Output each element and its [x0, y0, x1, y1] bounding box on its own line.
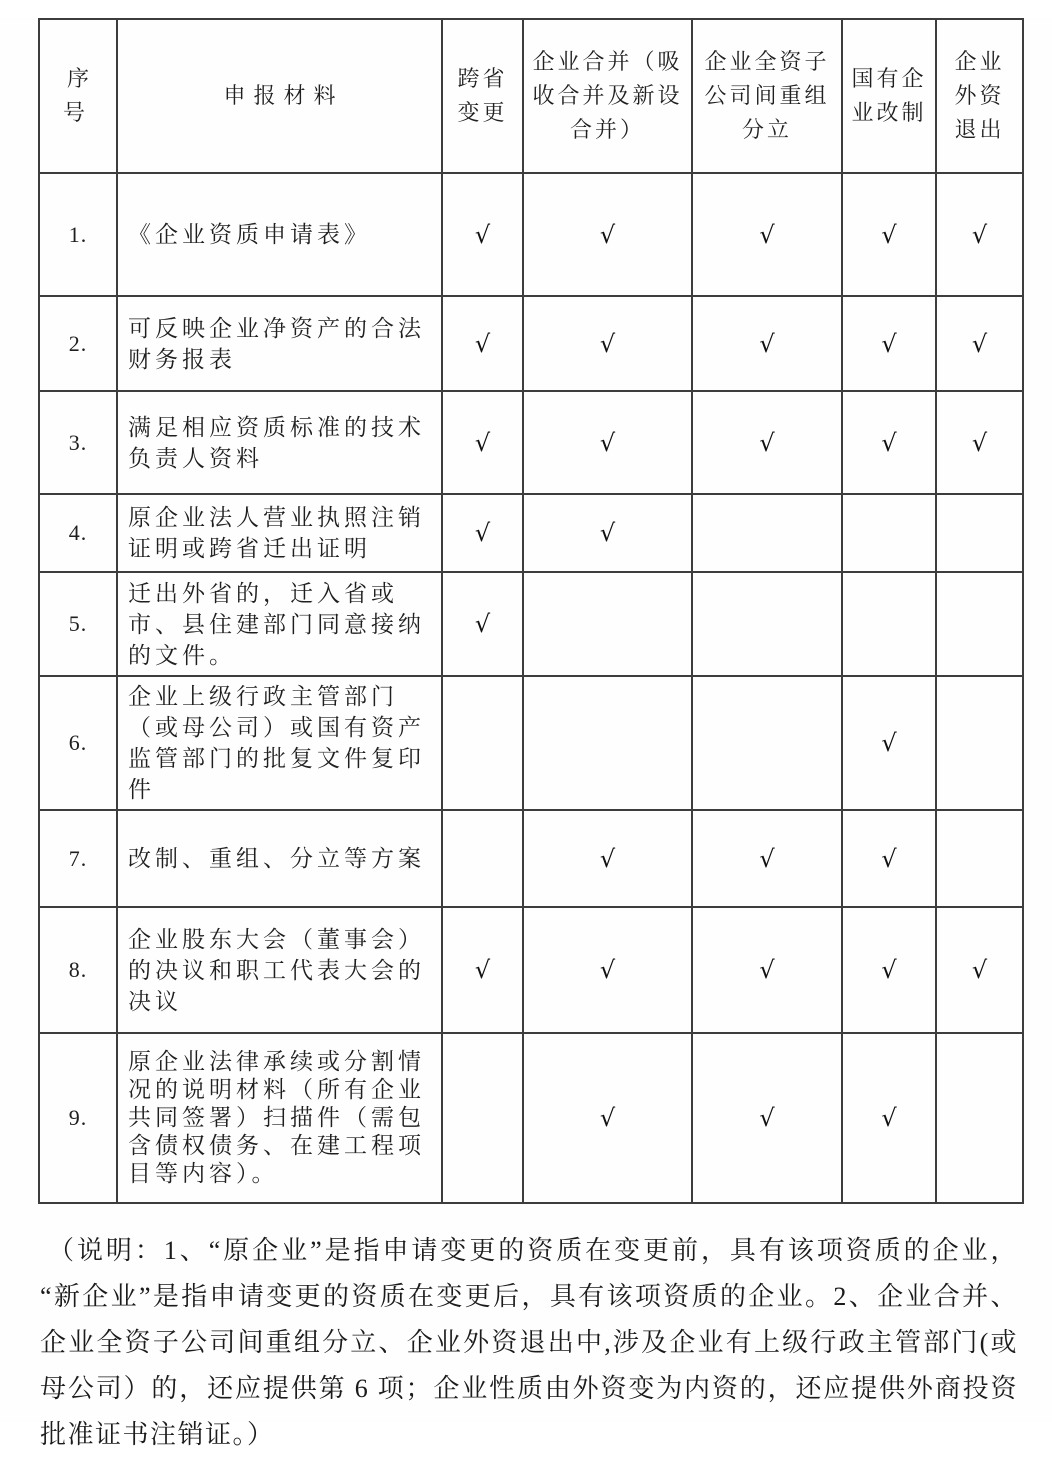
material-cell: 可反映企业净资产的合法财务报表 [117, 296, 442, 391]
check-cell [936, 676, 1023, 810]
check-cell: √ [523, 810, 692, 907]
check-cell: √ [692, 810, 842, 907]
check-cell: √ [442, 494, 523, 572]
check-cell: √ [442, 296, 523, 391]
row-number-cell: 7. [39, 810, 117, 907]
application-materials-table [38, 18, 1024, 1204]
check-cell: √ [842, 907, 936, 1033]
check-cell: √ [936, 391, 1023, 494]
check-cell: √ [692, 296, 842, 391]
check-cell [936, 1033, 1023, 1203]
check-cell: √ [523, 1033, 692, 1203]
check-cell [936, 494, 1023, 572]
row-number-cell: 2. [39, 296, 117, 391]
note-paragraph [40, 1228, 1018, 1458]
check-cell: √ [842, 676, 936, 810]
check-cell: √ [523, 494, 692, 572]
table-row [39, 391, 1023, 494]
check-cell [442, 676, 523, 810]
check-cell [692, 676, 842, 810]
check-cell [442, 810, 523, 907]
table-body [39, 173, 1023, 1203]
check-cell: √ [842, 1033, 936, 1203]
table-row [39, 494, 1023, 572]
header-cell-subsidiary-reorganization: 企业全资子公司间重组分立 [692, 19, 842, 173]
material-cell: 迁出外省的，迁入省或市、县住建部门同意接纳的文件。 [117, 572, 442, 676]
table-header-row [39, 19, 1023, 173]
check-cell: √ [692, 907, 842, 1033]
header-cell-application-materials: 申报材料 [117, 19, 442, 173]
check-cell [523, 572, 692, 676]
check-cell: √ [442, 391, 523, 494]
table-row [39, 676, 1023, 810]
header-cell-cross-province-change: 跨省变更 [442, 19, 523, 173]
check-cell: √ [442, 907, 523, 1033]
check-cell: √ [692, 391, 842, 494]
material-cell: 企业上级行政主管部门（或母公司）或国有资产监管部门的批复文件复印件 [117, 676, 442, 810]
check-cell: √ [842, 296, 936, 391]
row-number-cell: 9. [39, 1033, 117, 1203]
table-row [39, 1033, 1023, 1203]
row-number-cell: 6. [39, 676, 117, 810]
check-cell [842, 572, 936, 676]
note-line: “新企业”是指申请变更的资质在变更后，具有该项资质的企业。2、企业合并、 [40, 1282, 1018, 1311]
check-cell: √ [692, 1033, 842, 1203]
header-cell-soe-restructuring: 国有企业改制 [842, 19, 936, 173]
note-line: 批准证书注销证。） [40, 1420, 275, 1449]
row-number-cell: 1. [39, 173, 117, 296]
check-cell [936, 572, 1023, 676]
check-cell: √ [442, 173, 523, 296]
check-cell [936, 810, 1023, 907]
material-cell: 原企业法律承续或分割情况的说明材料（所有企业共同签署）扫描件（需包含债权债务、在建工程项目等内容）。 [117, 1033, 442, 1203]
check-cell: √ [842, 810, 936, 907]
check-cell: √ [523, 296, 692, 391]
note-line: （说明：1、“原企业”是指申请变更的资质在变更前，具有该项资质的企业， [48, 1236, 1018, 1265]
header-cell-enterprise-merger: 企业合并（吸收合并及新设合并） [523, 19, 692, 173]
table-row [39, 296, 1023, 391]
check-cell [692, 494, 842, 572]
check-cell: √ [936, 173, 1023, 296]
material-cell: 满足相应资质标准的技术负责人资料 [117, 391, 442, 494]
note-line: 企业全资子公司间重组分立、企业外资退出中,涉及企业有上级行政主管部门(或 [40, 1328, 1018, 1357]
check-cell [523, 676, 692, 810]
note-line: 母公司）的，还应提供第 6 项；企业性质由外资变为内资的，还应提供外商投资 [40, 1374, 1018, 1403]
table-row [39, 907, 1023, 1033]
check-cell [442, 1033, 523, 1203]
check-cell: √ [692, 173, 842, 296]
check-cell: √ [523, 907, 692, 1033]
header-cell-serial-number: 序号 [39, 19, 117, 173]
document-page [0, 18, 1052, 1449]
check-cell: √ [523, 391, 692, 494]
check-cell: √ [936, 907, 1023, 1033]
material-cell: 原企业法人营业执照注销证明或跨省迁出证明 [117, 494, 442, 572]
row-number-cell: 5. [39, 572, 117, 676]
material-cell: 改制、重组、分立等方案 [117, 810, 442, 907]
check-cell [692, 572, 842, 676]
material-cell: 企业股东大会（董事会）的决议和职工代表大会的决议 [117, 907, 442, 1033]
table-row [39, 173, 1023, 296]
check-cell [842, 494, 936, 572]
check-cell: √ [442, 572, 523, 676]
row-number-cell: 4. [39, 494, 117, 572]
row-number-cell: 3. [39, 391, 117, 494]
check-cell: √ [936, 296, 1023, 391]
check-cell: √ [523, 173, 692, 296]
table-row [39, 572, 1023, 676]
table-row [39, 810, 1023, 907]
material-cell: 《企业资质申请表》 [117, 173, 442, 296]
row-number-cell: 8. [39, 907, 117, 1033]
check-cell: √ [842, 391, 936, 494]
header-cell-foreign-capital-exit: 企业外资退出 [936, 19, 1023, 173]
check-cell: √ [842, 173, 936, 296]
